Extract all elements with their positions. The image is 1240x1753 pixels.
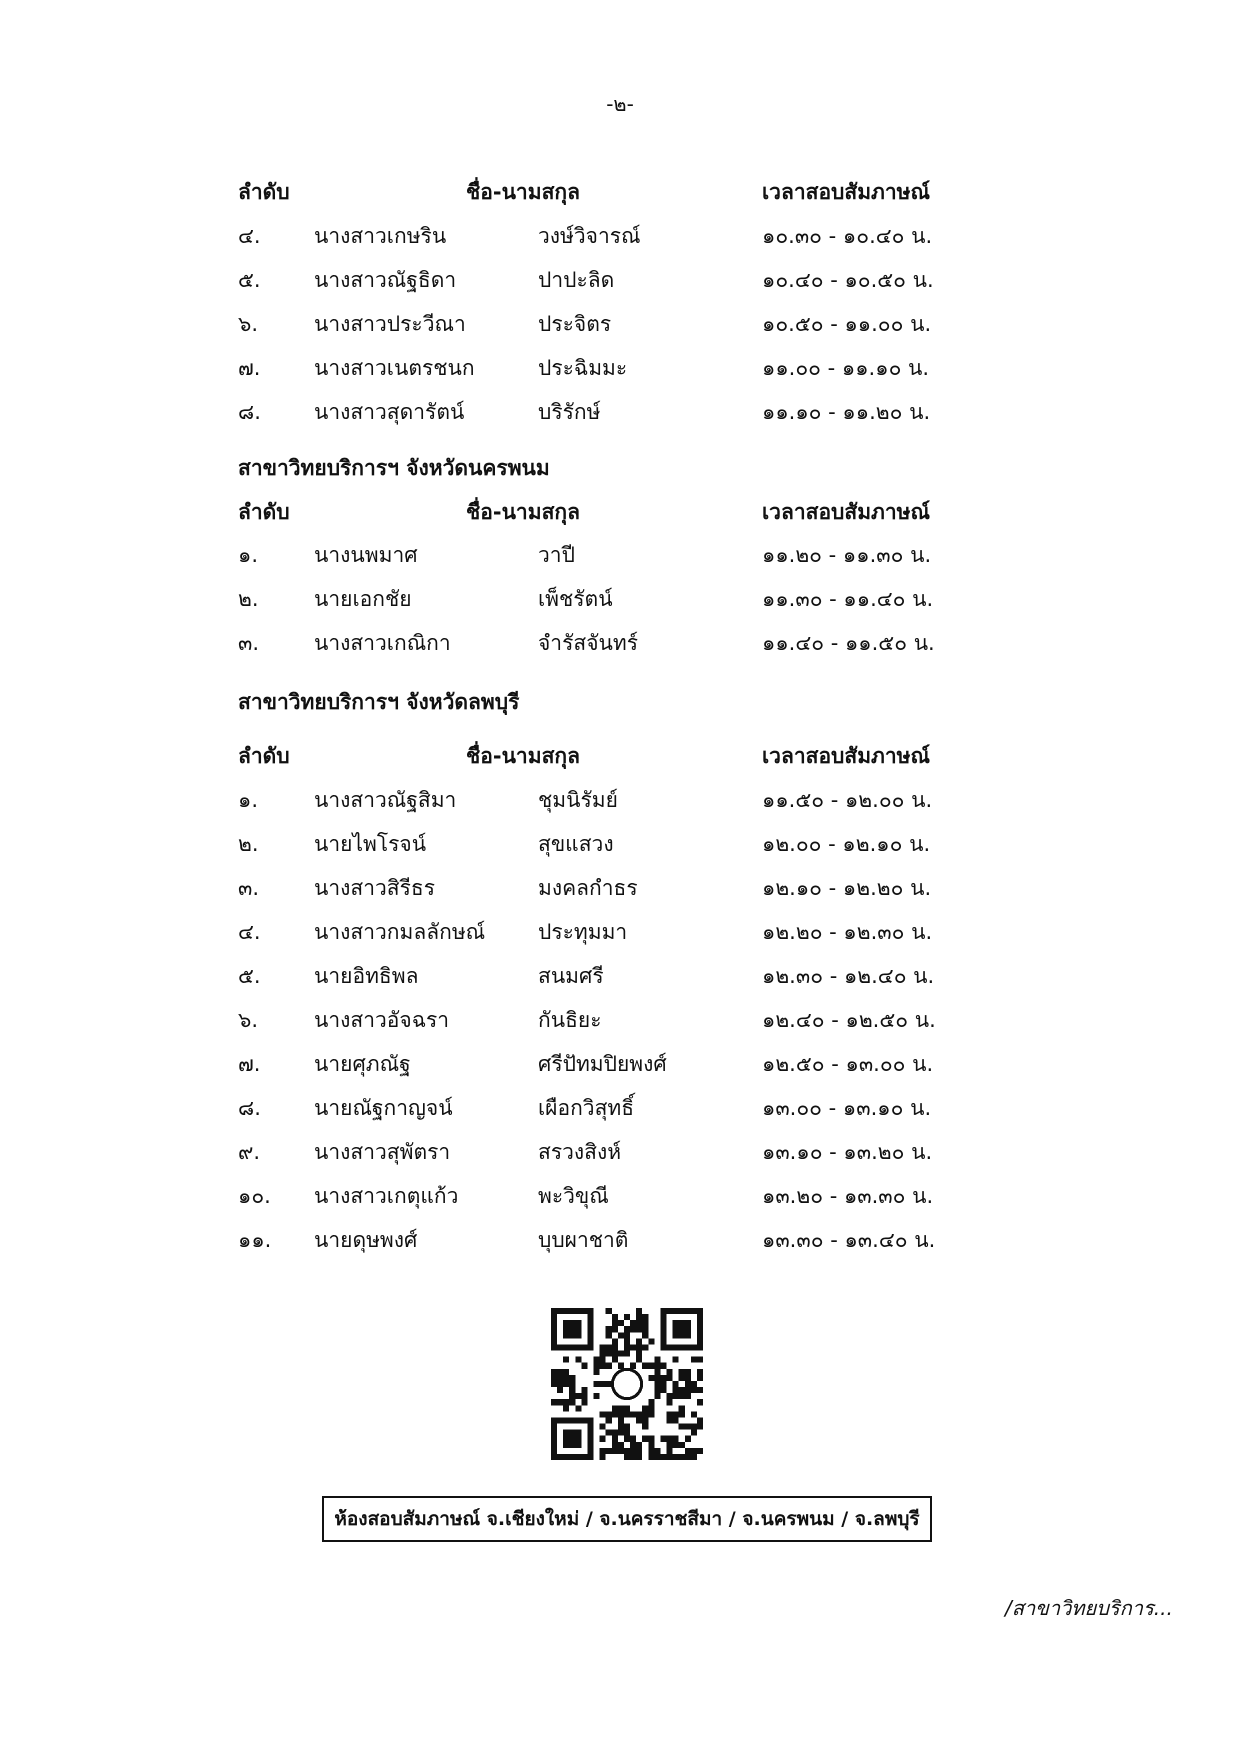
row-time: ๑๐.๓๐ - ๑๐.๔๐ น. [762,224,933,248]
qr-code[interactable] [551,1308,703,1460]
row-first-name: นางสาวสุดารัตน์ [314,400,465,424]
row-first-name: นายศุภณัฐ [314,1052,411,1076]
row-time: ๑๒.๑๐ - ๑๒.๒๐ น. [762,876,932,900]
row-order: ๒. [238,832,259,856]
row-order: ๗. [238,1052,261,1076]
row-last-name: สุขแสวง [538,832,614,856]
header-name: ชื่อ-นามสกุล [466,180,580,204]
row-time: ๑๒.๓๐ - ๑๒.๔๐ น. [762,964,935,988]
row-last-name: ประจิตร [538,312,612,336]
row-first-name: นายอิทธิพล [314,964,419,988]
header-time: เวลาสอบสัมภาษณ์ [762,180,931,204]
table-row [0,220,1240,260]
row-last-name: มงคลกำธร [538,876,638,900]
row-last-name: บุบผาชาติ [538,1228,629,1252]
row-time: ๑๓.๓๐ - ๑๓.๔๐ น. [762,1228,936,1252]
row-time: ๑๑.๐๐ - ๑๑.๑๐ น. [762,356,930,380]
table-row [0,784,1240,824]
table-row [0,627,1240,667]
table-row [0,916,1240,956]
header-order: ลำดับ [238,180,290,204]
row-time: ๑๑.๔๐ - ๑๑.๕๐ น. [762,631,935,655]
row-time: ๑๓.๑๐ - ๑๓.๒๐ น. [762,1140,933,1164]
row-order: ๔. [238,920,261,944]
row-last-name: วาปี [538,543,575,567]
row-first-name: นางสาวสิรีธร [314,876,435,900]
row-first-name: นางสาวณัฐธิดา [314,268,457,292]
row-time: ๑๐.๔๐ - ๑๐.๕๐ น. [762,268,934,292]
row-order: ๘. [238,400,261,424]
section-title: สาขาวิทยบริการฯ จังหวัดนครพนม [238,456,550,480]
table-row [0,396,1240,436]
table-row [0,264,1240,304]
row-last-name: สรวงสิงห์ [538,1140,622,1164]
row-order: ๓. [238,631,260,655]
table-row [0,1224,1240,1264]
row-order: ๑๑. [238,1228,272,1252]
row-order: ๓. [238,876,260,900]
row-order: ๑. [238,788,259,812]
row-time: ๑๒.๐๐ - ๑๒.๑๐ น. [762,832,931,856]
table-row [0,1004,1240,1044]
header-time: เวลาสอบสัมภาษณ์ [762,500,931,524]
header-time: เวลาสอบสัมภาษณ์ [762,744,931,768]
row-order: ๕. [238,964,261,988]
row-time: ๑๐.๕๐ - ๑๑.๐๐ น. [762,312,932,336]
header-order: ลำดับ [238,744,290,768]
row-first-name: นางสาวเนตรชนก [314,356,475,380]
row-first-name: นายไพโรจน์ [314,832,427,856]
row-order: ๗. [238,356,261,380]
table-header [0,496,1240,536]
row-first-name: นางนพมาศ [314,543,418,567]
row-first-name: นายณัฐกาญจน์ [314,1096,453,1120]
row-last-name: ปาปะลิด [538,268,615,292]
row-time: ๑๑.๓๐ - ๑๑.๔๐ น. [762,587,934,611]
page-number: -๒- [606,92,634,116]
row-last-name: สนมศรี [538,964,604,988]
table-row [0,352,1240,392]
table-row [0,583,1240,623]
row-first-name: นางสาวอัจฉรา [314,1008,450,1032]
row-time: ๑๓.๐๐ - ๑๓.๑๐ น. [762,1096,932,1120]
row-last-name: พะวิขุณี [538,1184,609,1208]
table-row [0,1092,1240,1132]
row-last-name: จำรัสจันทร์ [538,631,638,655]
row-time: ๑๑.๕๐ - ๑๒.๐๐ น. [762,788,933,812]
header-name: ชื่อ-นามสกุล [466,500,580,524]
table-header [0,176,1240,216]
table-row [0,1048,1240,1088]
header-name: ชื่อ-นามสกุล [466,744,580,768]
table-row [0,872,1240,912]
row-last-name: ชุมนิรัมย์ [538,788,618,812]
interview-rooms-box: ห้องสอบสัมภาษณ์ จ.เชียงใหม่ / จ.นครราชสีมา / จ.นครพนม / จ.ลพบุรี [322,1496,932,1542]
table-row [0,308,1240,348]
table-row [0,1136,1240,1176]
row-order: ๖. [238,1008,259,1032]
row-order: ๖. [238,312,259,336]
row-last-name: วงษ์วิจารณ์ [538,224,641,248]
table-header [0,740,1240,780]
row-first-name: นายดุษพงศ์ [314,1228,418,1252]
row-time: ๑๑.๒๐ - ๑๑.๓๐ น. [762,543,932,567]
row-order: ๒. [238,587,259,611]
row-order: ๙. [238,1140,261,1164]
row-first-name: นางสาวณัฐสิมา [314,788,457,812]
row-first-name: นางสาวเกณิกา [314,631,451,655]
row-first-name: นางสาวเกตุแก้ว [314,1184,459,1208]
row-first-name: นายเอกชัย [314,587,412,611]
row-last-name: บริรักษ์ [538,400,601,424]
continued-next-page: /สาขาวิทยบริการ... [1005,1596,1173,1620]
row-order: ๑. [238,543,259,567]
row-time: ๑๑.๑๐ - ๑๑.๒๐ น. [762,400,931,424]
header-order: ลำดับ [238,500,290,524]
row-order: ๕. [238,268,261,292]
row-order: ๑๐. [238,1184,271,1208]
row-order: ๔. [238,224,261,248]
row-time: ๑๒.๕๐ - ๑๓.๐๐ น. [762,1052,934,1076]
row-last-name: ประฉิมมะ [538,356,628,380]
row-first-name: นางสาวประวีณา [314,312,466,336]
row-order: ๘. [238,1096,261,1120]
row-first-name: นางสาวกมลลักษณ์ [314,920,486,944]
row-last-name: ศรีปัทมปิยพงศ์ [538,1052,667,1076]
row-last-name: กันธิยะ [538,1008,602,1032]
table-row [0,539,1240,579]
row-first-name: นางสาวเกษริน [314,224,447,248]
table-row [0,1180,1240,1220]
row-time: ๑๓.๒๐ - ๑๓.๓๐ น. [762,1184,934,1208]
row-last-name: เผือกวิสุทธิ์ [538,1096,635,1120]
qr-logo-icon [612,1369,641,1398]
row-time: ๑๒.๔๐ - ๑๒.๕๐ น. [762,1008,936,1032]
row-last-name: เพ็ชรัตน์ [538,587,613,611]
row-first-name: นางสาวสุพัตรา [314,1140,451,1164]
row-time: ๑๒.๒๐ - ๑๒.๓๐ น. [762,920,933,944]
row-last-name: ประทุมมา [538,920,628,944]
table-row [0,828,1240,868]
table-row [0,960,1240,1000]
section-title: สาขาวิทยบริการฯ จังหวัดลพบุรี [238,690,520,714]
